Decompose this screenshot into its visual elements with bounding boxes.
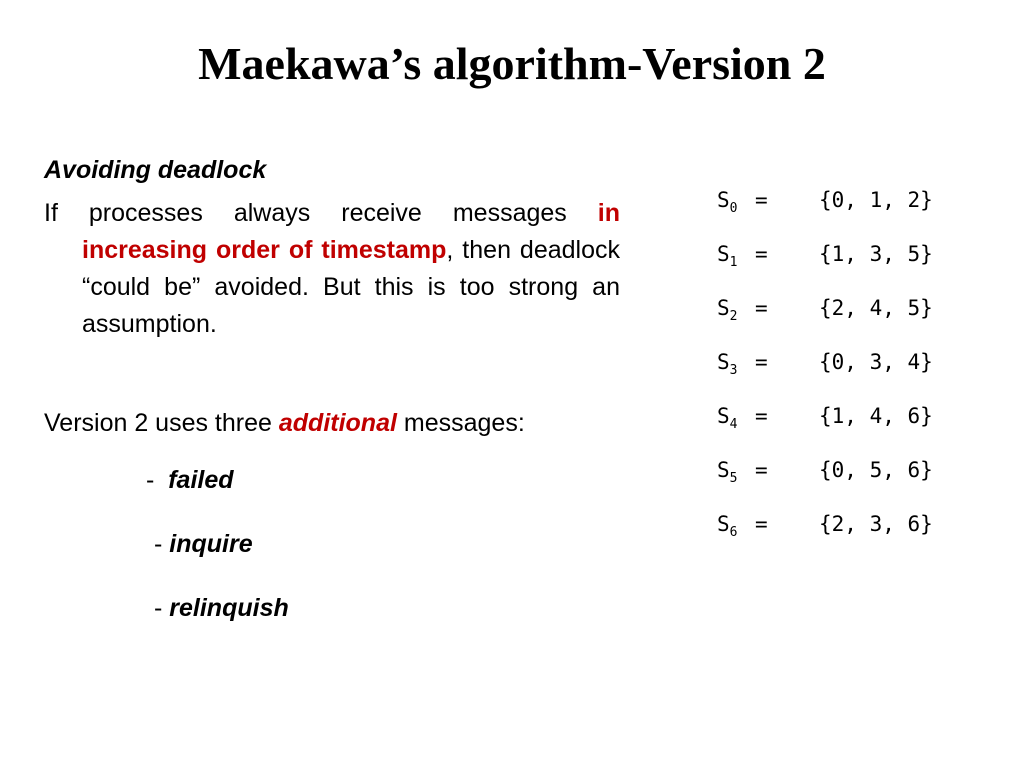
equals-sign: = (755, 296, 768, 320)
set-name: $S_0$ (717, 188, 738, 217)
message-name: relinquish (169, 594, 289, 622)
message-name: inquire (169, 530, 253, 558)
set-name: $S_4$ (717, 404, 738, 433)
equals-sign: = (755, 350, 768, 374)
set-value: {0, 5, 6} (819, 458, 933, 482)
set-name: $S_1$ (717, 242, 738, 271)
version-text-after: messages: (396, 409, 525, 437)
set-name: $S_2$ (717, 296, 738, 325)
set-name: $S_3$ (717, 350, 738, 379)
set-value: {2, 3, 6} (819, 512, 933, 536)
deadlock-paragraph (44, 195, 620, 343)
set-value: {2, 4, 5} (819, 296, 933, 320)
message-item-inquire (154, 526, 253, 563)
slide-title: Maekawa’s algorithm-Version 2 (198, 38, 826, 89)
equals-sign: = (755, 404, 768, 428)
version-line (44, 405, 525, 442)
version-highlight: additional (278, 409, 397, 437)
paragraph-text-after: , then deadlock “could be” avoided. But this is too strong an assumption. (82, 236, 620, 338)
content-column (44, 152, 620, 622)
set-value: {0, 3, 4} (819, 350, 933, 374)
set-name: $S_5$ (717, 458, 738, 487)
subheading: Avoiding deadlock (44, 156, 267, 184)
paragraph-text-before: If processes always receive messages (44, 199, 598, 227)
version-text-before: Version 2 uses three (44, 409, 279, 437)
message-item-failed (146, 462, 234, 499)
equals-sign: = (755, 458, 768, 482)
set-value: {1, 4, 6} (819, 404, 933, 428)
message-dash: - (154, 594, 163, 622)
equals-sign: = (755, 242, 768, 266)
set-value: {1, 3, 5} (819, 242, 933, 266)
equals-sign: = (755, 188, 768, 212)
message-name: failed (168, 466, 234, 494)
equals-sign: = (755, 512, 768, 536)
set-name: $S_6$ (717, 512, 738, 541)
message-item-relinquish (154, 590, 289, 627)
message-dash: - (154, 530, 163, 558)
set-value: {0, 1, 2} (819, 188, 933, 212)
paragraph-highlight: in increasing order of timestamp (82, 199, 620, 264)
message-dash: - (146, 466, 155, 494)
